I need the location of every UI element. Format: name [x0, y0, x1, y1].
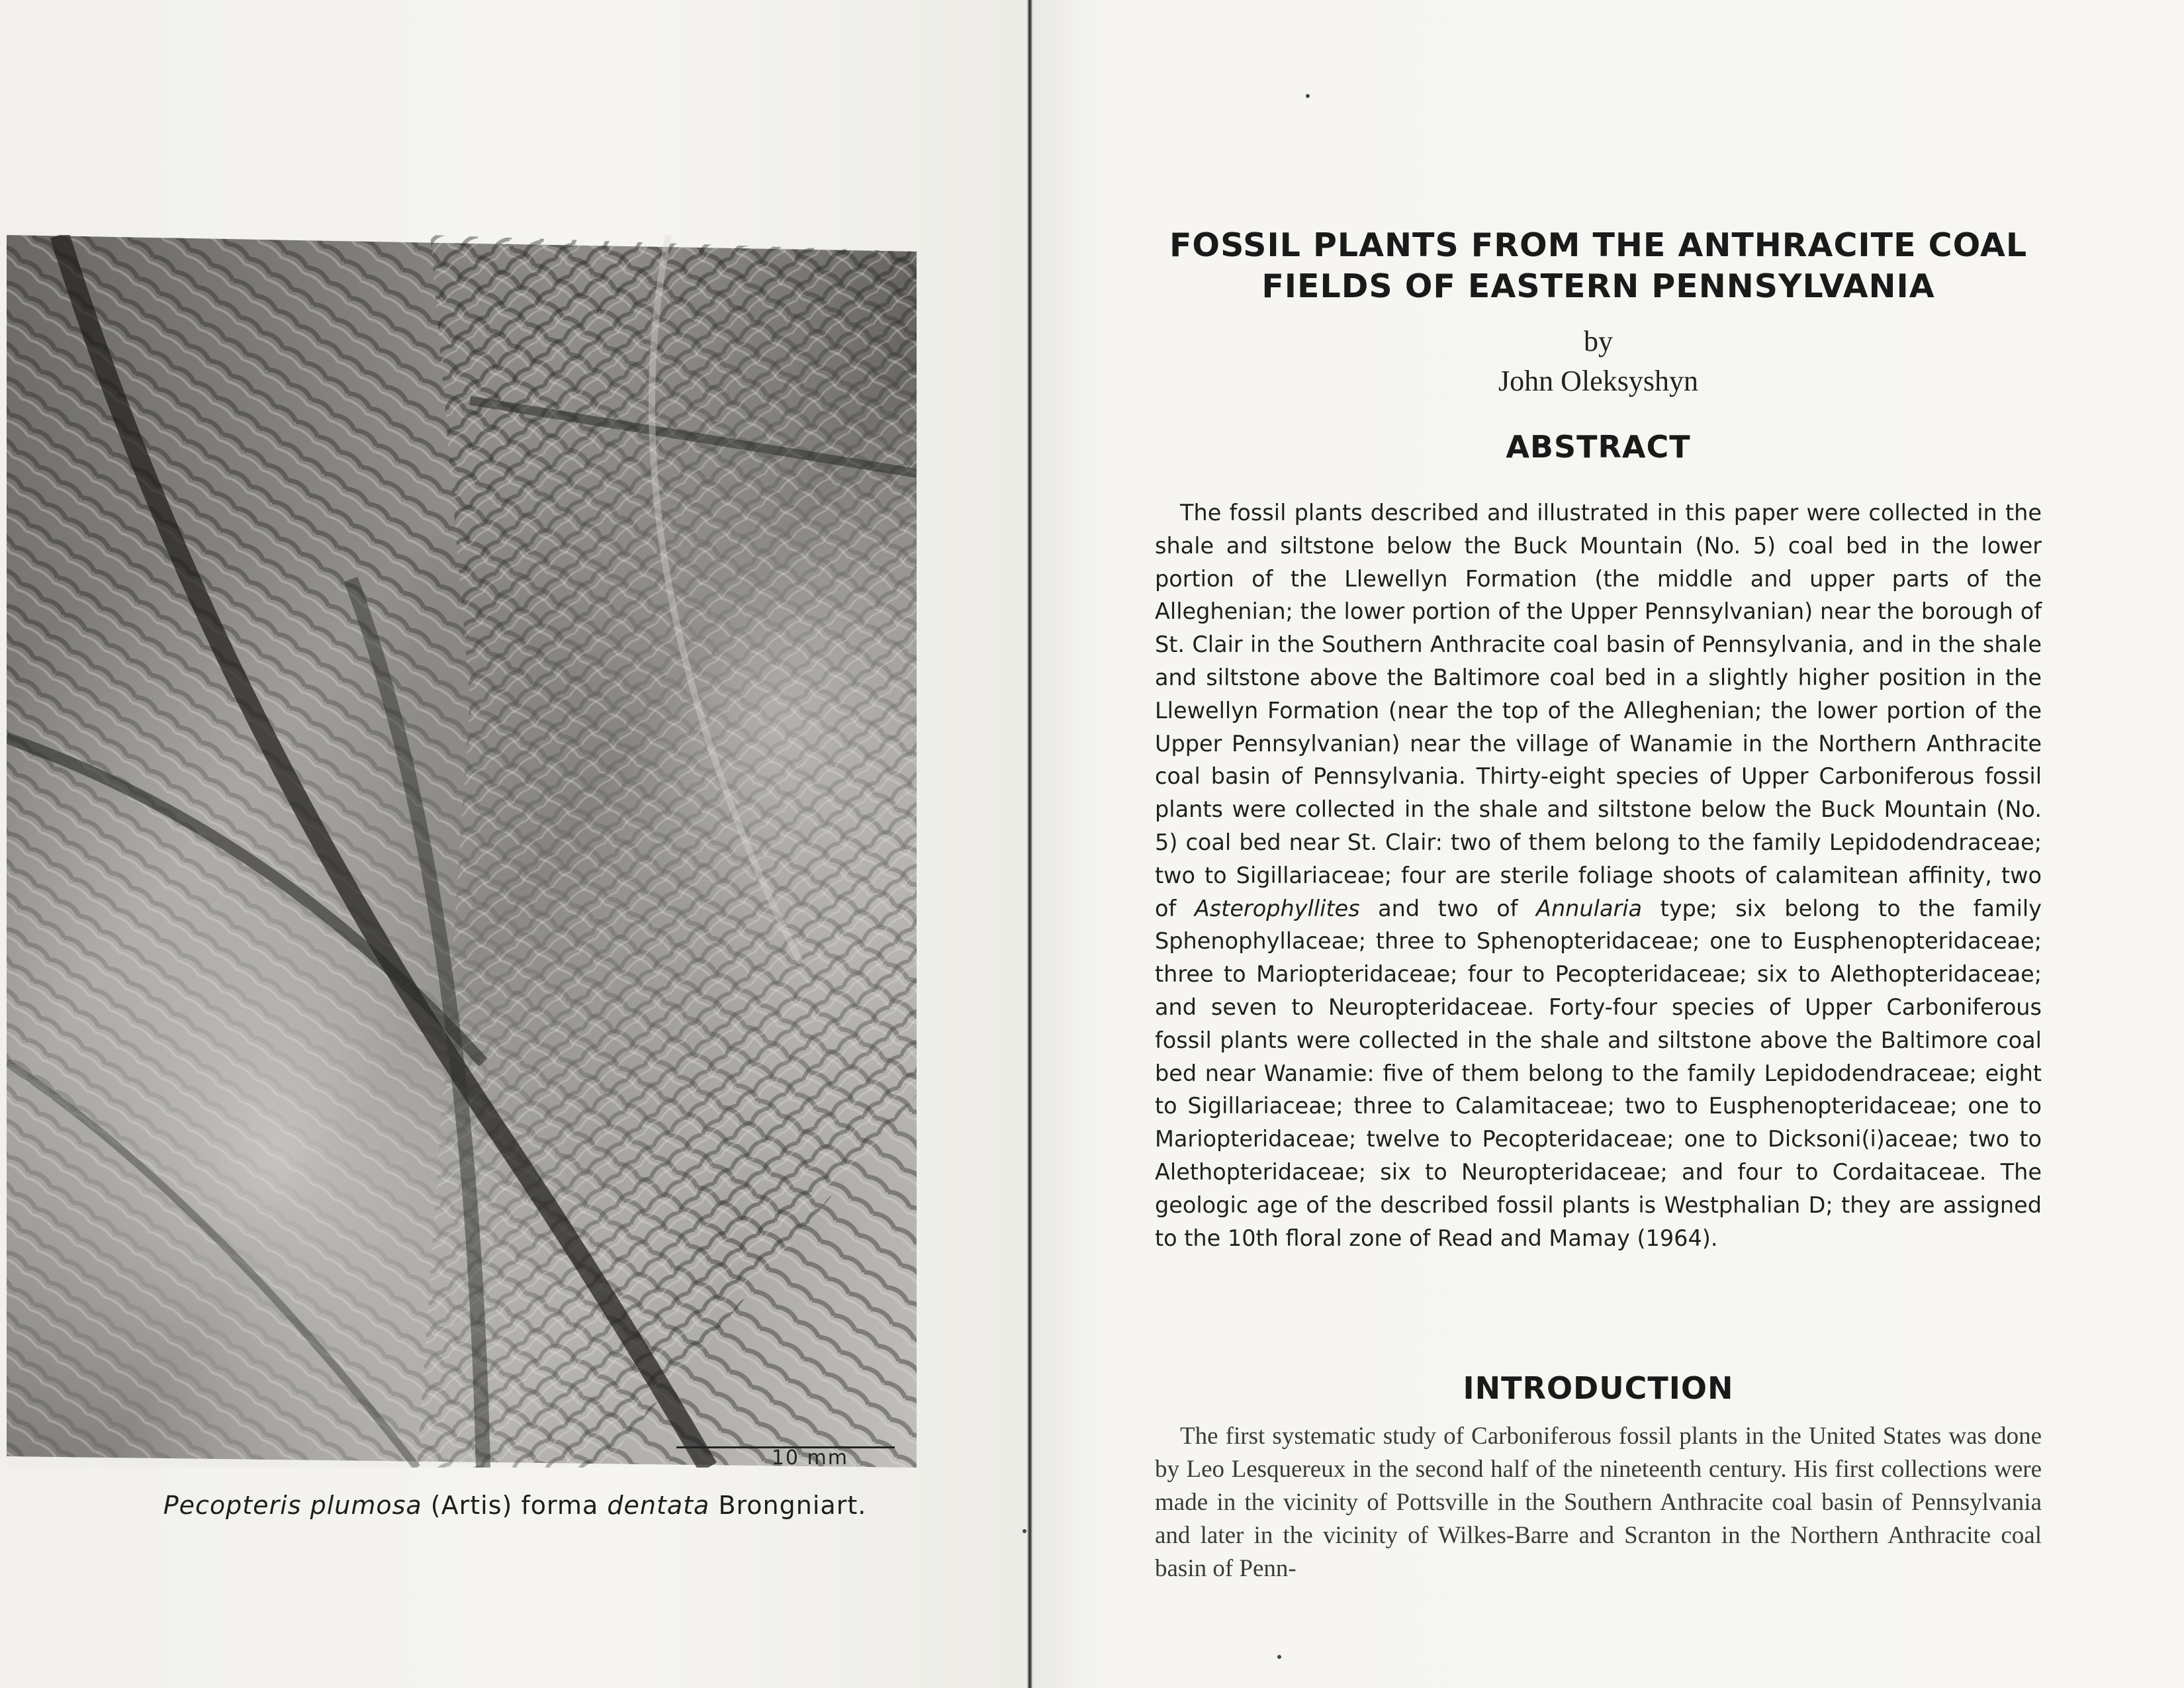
caption-author2: Brongniart.	[718, 1491, 867, 1520]
introduction-body	[1155, 1420, 2042, 1585]
fossil-photograph	[7, 235, 917, 1468]
caption-form: dentata	[607, 1491, 710, 1520]
introduction-text: The first systematic study of Carboniferous fossil plants in the United States was done by Leo Lesquereux in the second half of the nineteenth century. His first collections were made in the vicinity of Pottsville in the Southern Anthracite coal basin of Pennsylvania and later in the vicinity of Wilkes-Barre and Scranton in the Northern Anthracite coal basin of Penn-	[1155, 1423, 2042, 1582]
byline-by: by	[1584, 325, 1613, 357]
paper-speck	[1277, 1655, 1281, 1659]
title-line-1: FOSSIL PLANTS FROM THE ANTHRACITE COAL	[1169, 226, 2028, 264]
abstract-text-1: The fossil plants described and illustrated in this paper were collected in the shale and siltstone below the Buck Mountain (No. 5) coal bed in the lower portion of the Llewellyn Formation (the middle and upper parts of the Alleghenian; the lower portion of the Upper Pennsylvanian) near the borough of St. Clair in the Southern Anthracite coal basin of Pennsylvania, and in the shale and siltstone above the Baltimore coal bed in a slightly higher position in the Llewellyn Formation (near the top of the Alleghenian; the lower portion of the Upper Pennsylvanian) near the village of Wanamie in the Northern Anthracite coal basin of Pennsylvania. Thirty-eight species of Upper Carboniferous fossil plants were collected in the shale and siltstone below the Buck Mountain (No. 5) coal bed near St. Clair: two of them belong to the family Lepidodendraceae; two to Sigillariaceae; four are sterile foliage shoots of calamitean affinity, two of	[1155, 500, 2042, 921]
book-gutter	[1027, 0, 1032, 1688]
scale-bar	[676, 1446, 895, 1470]
paper-speck	[1023, 1529, 1026, 1533]
paper-title	[1152, 225, 2045, 307]
left-page	[0, 0, 1030, 1688]
caption-author: (Artis) forma	[430, 1491, 599, 1520]
abstract-italic-2: Annularia	[1536, 895, 1643, 921]
author-name: John Oleksyshyn	[1498, 365, 1698, 397]
paper-speck	[1306, 94, 1310, 98]
introduction-heading: INTRODUCTION	[1463, 1370, 1734, 1406]
caption-species: Pecopteris plumosa	[163, 1491, 422, 1520]
figure-caption	[0, 1491, 1030, 1520]
abstract-text-2: and two of	[1378, 895, 1518, 921]
fossil-fern-image	[7, 235, 917, 1468]
title-line-2: FIELDS OF EASTERN PENNSYLVANIA	[1261, 267, 1935, 305]
abstract-text-3: type; six belong to the family Sphenophyllaceae; three to Sphenopteridaceae; one to Eusphenopteridaceae; three to Mariopteridaceae; four to Pecopteridaceae; six to Alethopteridaceae; and seven to Neuropteridaceae. Forty-four species of Upper Carboniferous fossil plants were collected in the shale and siltstone above the Baltimore coal bed near Wanamie: five of them belong to the family Lepidodendraceae; eight to Sigillariaceae; three to Calamitaceae; two to Eusphenopteridaceae; one to Mariopteridaceae; twelve to Pecopteridaceae; one to Dicksoni(i)aceae; two to Alethopteridaceae; six to Neuropteridaceae; and four to Cordaitaceae. The geologic age of the described fossil plants is Westphalian D; they are assigned to the 10th floral zone of Read and Mamay (1964).	[1155, 895, 2042, 1251]
abstract-italic-1: Asterophyllites	[1194, 895, 1360, 921]
abstract-body	[1155, 496, 2042, 1254]
abstract-heading: ABSTRACT	[1506, 429, 1691, 465]
scale-label: 10 mm	[771, 1446, 848, 1470]
